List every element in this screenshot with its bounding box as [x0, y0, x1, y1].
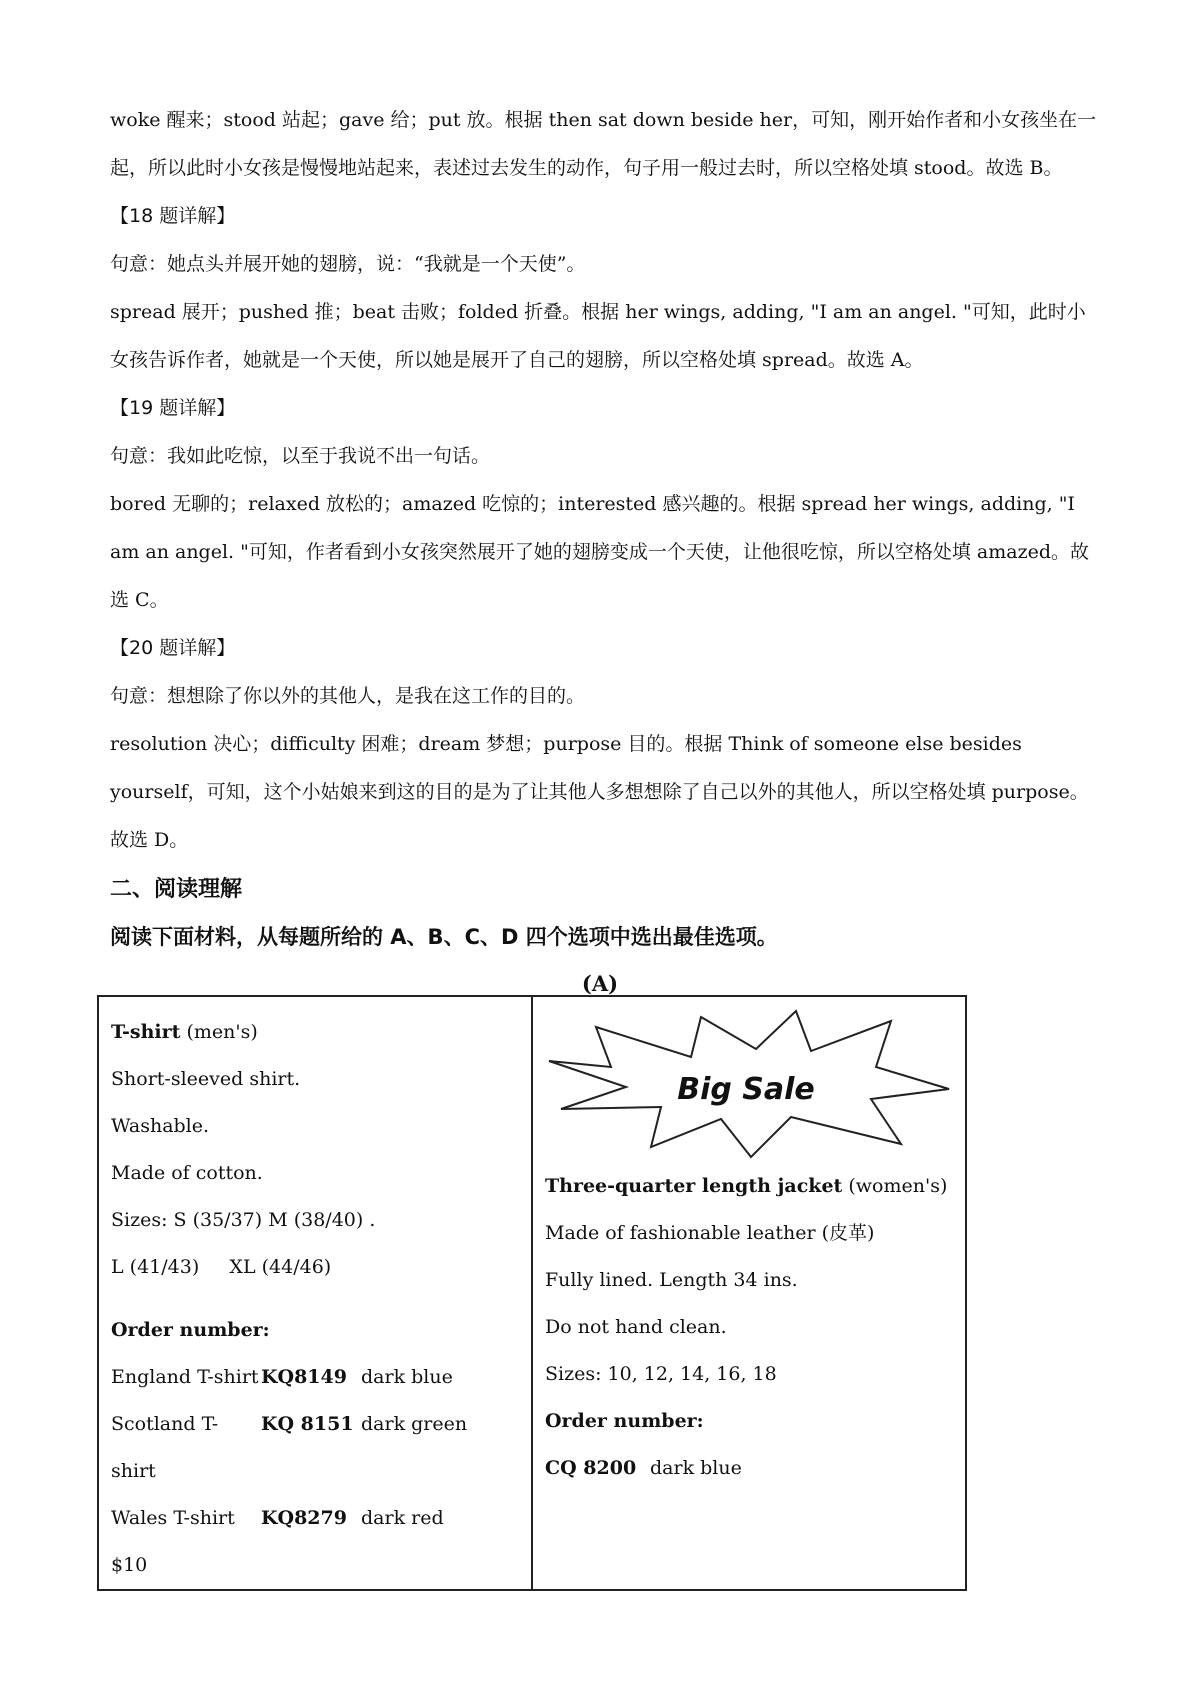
- jacket-line: Made of fashionable leather (皮革): [545, 1222, 875, 1244]
- q19-sentence-meaning: 句意：我如此吃惊，以至于我说不出一句话。: [110, 445, 491, 467]
- jacket-order-row: CQ 8200 dark blue: [545, 1457, 742, 1479]
- jacket-title: Three-quarter length jacket (women's): [545, 1175, 948, 1197]
- tshirt-price: $10: [111, 1554, 148, 1576]
- explanation-17-body: woke 醒来；stood 站起；gave 给；put 放。根据 then sat down beside her，可知，刚开始作者和小女孩坐在一起，所以此时小女孩是慢慢地站起来，表述过去发生的动作，句子用一般过去时，所以空格处填 stood。故选 B。: [110, 109, 1097, 179]
- tshirt-ad: [98, 996, 532, 1590]
- passage-label: (A): [581, 971, 619, 996]
- section-title: 二、阅读理解: [110, 877, 243, 902]
- big-sale-burst-icon: [541, 1009, 951, 1159]
- document-page: [110, 96, 1100, 1008]
- jacket-line: Sizes: 10, 12, 14, 16, 18: [545, 1363, 777, 1385]
- q20-sentence-meaning: 句意：想想除了你以外的其他人，是我在这工作的目的。: [110, 685, 586, 707]
- q20-explanation: resolution 决心；difficulty 困难；dream 梦想；purpose 目的。根据 Think of someone else besides yourself，可知，这个小姑娘来到这的目的是为了让其他人多想想除了自己以外的其他人，所以空格处填 purpose。故选 D。: [110, 733, 1089, 851]
- jacket-line: Do not hand clean.: [545, 1316, 727, 1338]
- jacket-order-label: Order number:: [545, 1410, 704, 1432]
- order-row: Wales T-shirt KQ8279 dark red: [111, 1507, 444, 1529]
- q20-heading: 【20 题详解】: [110, 637, 236, 659]
- order-row: England T-shirt KQ8149 dark blue: [111, 1366, 453, 1388]
- q19-heading: 【19 题详解】: [110, 397, 236, 419]
- q19-explanation: bored 无聊的；relaxed 放松的；amazed 吃惊的；interested 感兴趣的。根据 spread her wings, adding, "I am an angel. "可知，作者看到小女孩突然展开了她的翅膀变成一个天使，让他很吃惊，所以空格处填 amazed。故选 C。: [110, 493, 1089, 611]
- tshirt-line: Made of cotton.: [111, 1162, 263, 1184]
- tshirt-title: T-shirt (men's): [111, 1021, 258, 1043]
- q18-explanation: spread 展开；pushed 推；beat 击败；folded 折叠。根据 her wings, adding, "I am an angel. "可知，此时小女孩告诉作者，她就是一个天使，所以她是展开了自己的翅膀，所以空格处填 spread。故选 A。: [110, 301, 1086, 371]
- tshirt-line: Sizes: S (35/37) M (38/40) .: [111, 1209, 376, 1231]
- q18-sentence-meaning: 句意：她点头并展开她的翅膀，说：“我就是一个天使”。: [110, 253, 586, 275]
- jacket-line: Fully lined. Length 34 ins.: [545, 1269, 798, 1291]
- jacket-ad: [532, 996, 966, 1590]
- tshirt-line: L (41/43) XL (44/46): [111, 1256, 332, 1278]
- tshirt-line: Washable.: [111, 1115, 210, 1137]
- big-sale-text: Big Sale: [677, 1072, 815, 1107]
- order-row: Scotland T-shirt KQ 8151 dark green: [111, 1413, 468, 1482]
- instructions: 阅读下面材料，从每题所给的 A、B、C、D 四个选项中选出最佳选项。: [110, 925, 778, 949]
- tshirt-line: Short-sleeved shirt.: [111, 1068, 301, 1090]
- ad-table: [97, 995, 967, 1591]
- q18-heading: 【18 题详解】: [110, 205, 236, 227]
- tshirt-order-label: Order number:: [111, 1319, 270, 1341]
